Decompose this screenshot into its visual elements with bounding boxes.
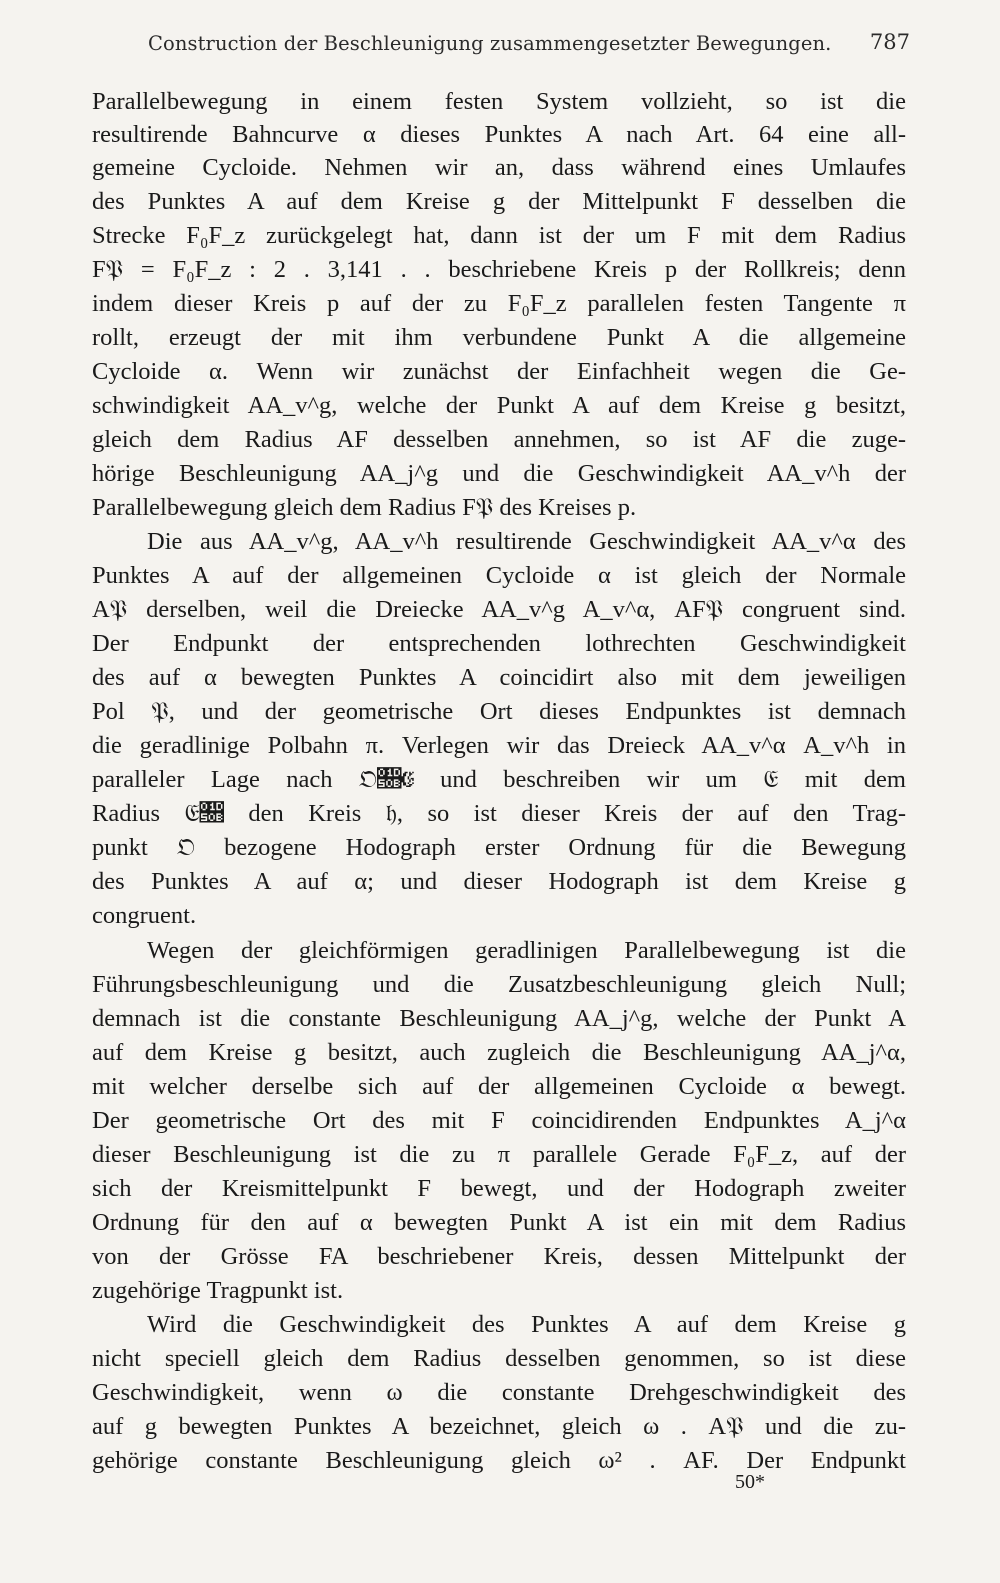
text-line: A𝔓 derselben, weil die Dreiecke AA_v^g A_v^α, AF𝔓 congruent sind.: [92, 596, 906, 623]
text-line: hörige Beschleunigung AA_j^g und die Geschwindigkeit AA_v^h der: [92, 460, 906, 487]
text-line: nicht speciell gleich dem Radius desselben genommen, so ist diese: [92, 1345, 906, 1372]
text-line: des auf α bewegten Punktes A coincidirt also mit dem jeweiligen: [92, 664, 906, 691]
text-line: paralleler Lage nach 𝔒𝔋𝔈 und beschreiben wir um 𝔈 mit dem: [92, 766, 906, 793]
text-line: rollt, erzeugt der mit ihm verbundene Punkt A die allgemeine: [92, 324, 906, 351]
text-line: gemeine Cycloide. Nehmen wir an, dass während eines Umlaufes: [92, 154, 906, 181]
text-line: Geschwindigkeit, wenn ω die constante Drehgeschwindigkeit des: [92, 1379, 906, 1406]
text-line: dieser Beschleunigung ist die zu π parallele Gerade F₀F_z, auf der: [92, 1141, 906, 1168]
text-line: die geradlinige Polbahn π. Verlegen wir das Dreieck AA_v^α A_v^h in: [92, 732, 906, 759]
text-line: Cycloide α. Wenn wir zunächst der Einfachheit wegen die Ge-: [92, 358, 906, 385]
text-line: Die aus AA_v^g, AA_v^h resultirende Geschwindigkeit AA_v^α des: [147, 528, 906, 555]
text-line: Führungsbeschleunigung und die Zusatzbeschleunigung gleich Null;: [92, 971, 906, 998]
text-line: Parallelbewegung in einem festen System vollzieht, so ist die: [92, 88, 906, 115]
text-line: zugehörige Tragpunkt ist.: [92, 1277, 344, 1304]
text-line: punkt 𝔒 bezogene Hodograph erster Ordnung für die Bewegung: [92, 834, 906, 861]
text-line: indem dieser Kreis p auf der zu F₀F_z parallelen festen Tangente π: [92, 290, 906, 317]
text-line: gleich dem Radius AF desselben annehmen, so ist AF die zuge-: [92, 426, 906, 453]
text-line: sich der Kreismittelpunkt F bewegt, und der Hodograph zweiter: [92, 1175, 906, 1202]
text-line: Der Endpunkt der entsprechenden lothrechten Geschwindigkeit: [92, 630, 906, 657]
text-line: F𝔓 = F₀F_z : 2 . 3,141 . . beschriebene Kreis p der Rollkreis; denn: [92, 256, 906, 283]
page-number: 787: [869, 30, 910, 54]
text-line: Parallelbewegung gleich dem Radius F𝔓 des Kreises p.: [92, 494, 637, 521]
text-line: schwindigkeit AA_v^g, welche der Punkt A auf dem Kreise g besitzt,: [92, 392, 906, 419]
text-line: Strecke F₀F_z zurückgelegt hat, dann ist der um F mit dem Radius: [92, 222, 906, 249]
text-line: auf dem Kreise g besitzt, auch zugleich die Beschleunigung AA_j^α,: [92, 1039, 906, 1066]
text-line: resultirende Bahncurve α dieses Punktes A nach Art. 64 eine all-: [92, 121, 906, 148]
text-line: Radius 𝔈𝔋 den Kreis 𝔥, so ist dieser Kreis der auf den Trag-: [92, 800, 906, 827]
signature-mark: 50*: [735, 1471, 765, 1493]
text-line: Punktes A auf der allgemeinen Cycloide α ist gleich der Normale: [92, 562, 906, 589]
text-line: des Punktes A auf α; und dieser Hodograph ist dem Kreise g: [92, 868, 906, 895]
text-line: Der geometrische Ort des mit F coincidirenden Endpunktes A_j^α: [92, 1107, 906, 1134]
text-line: mit welcher derselbe sich auf der allgemeinen Cycloide α bewegt.: [92, 1073, 906, 1100]
text-line: demnach ist die constante Beschleunigung AA_j^g, welche der Punkt A: [92, 1005, 906, 1032]
running-head: [148, 32, 910, 60]
text-line: Wird die Geschwindigkeit des Punktes A auf dem Kreise g: [147, 1311, 906, 1338]
running-head-title: Construction der Beschleunigung zusammengesetzter Bewegungen.: [148, 32, 832, 55]
text-line: auf g bewegten Punktes A bezeichnet, gleich ω . A𝔓 und die zu-: [92, 1413, 906, 1440]
text-line: Wegen der gleichförmigen geradlinigen Parallelbewegung ist die: [147, 937, 906, 964]
text-line: Pol 𝔓, und der geometrische Ort dieses Endpunktes ist demnach: [92, 698, 906, 725]
text-line: congruent.: [92, 902, 197, 929]
text-line: des Punktes A auf dem Kreise g der Mittelpunkt F desselben die: [92, 188, 906, 215]
text-line: Ordnung für den auf α bewegten Punkt A ist ein mit dem Radius: [92, 1209, 906, 1236]
text-line: von der Grösse FA beschriebener Kreis, dessen Mittelpunkt der: [92, 1243, 906, 1270]
text-line: gehörige constante Beschleunigung gleich ω² . AF. Der Endpunkt: [92, 1447, 906, 1474]
